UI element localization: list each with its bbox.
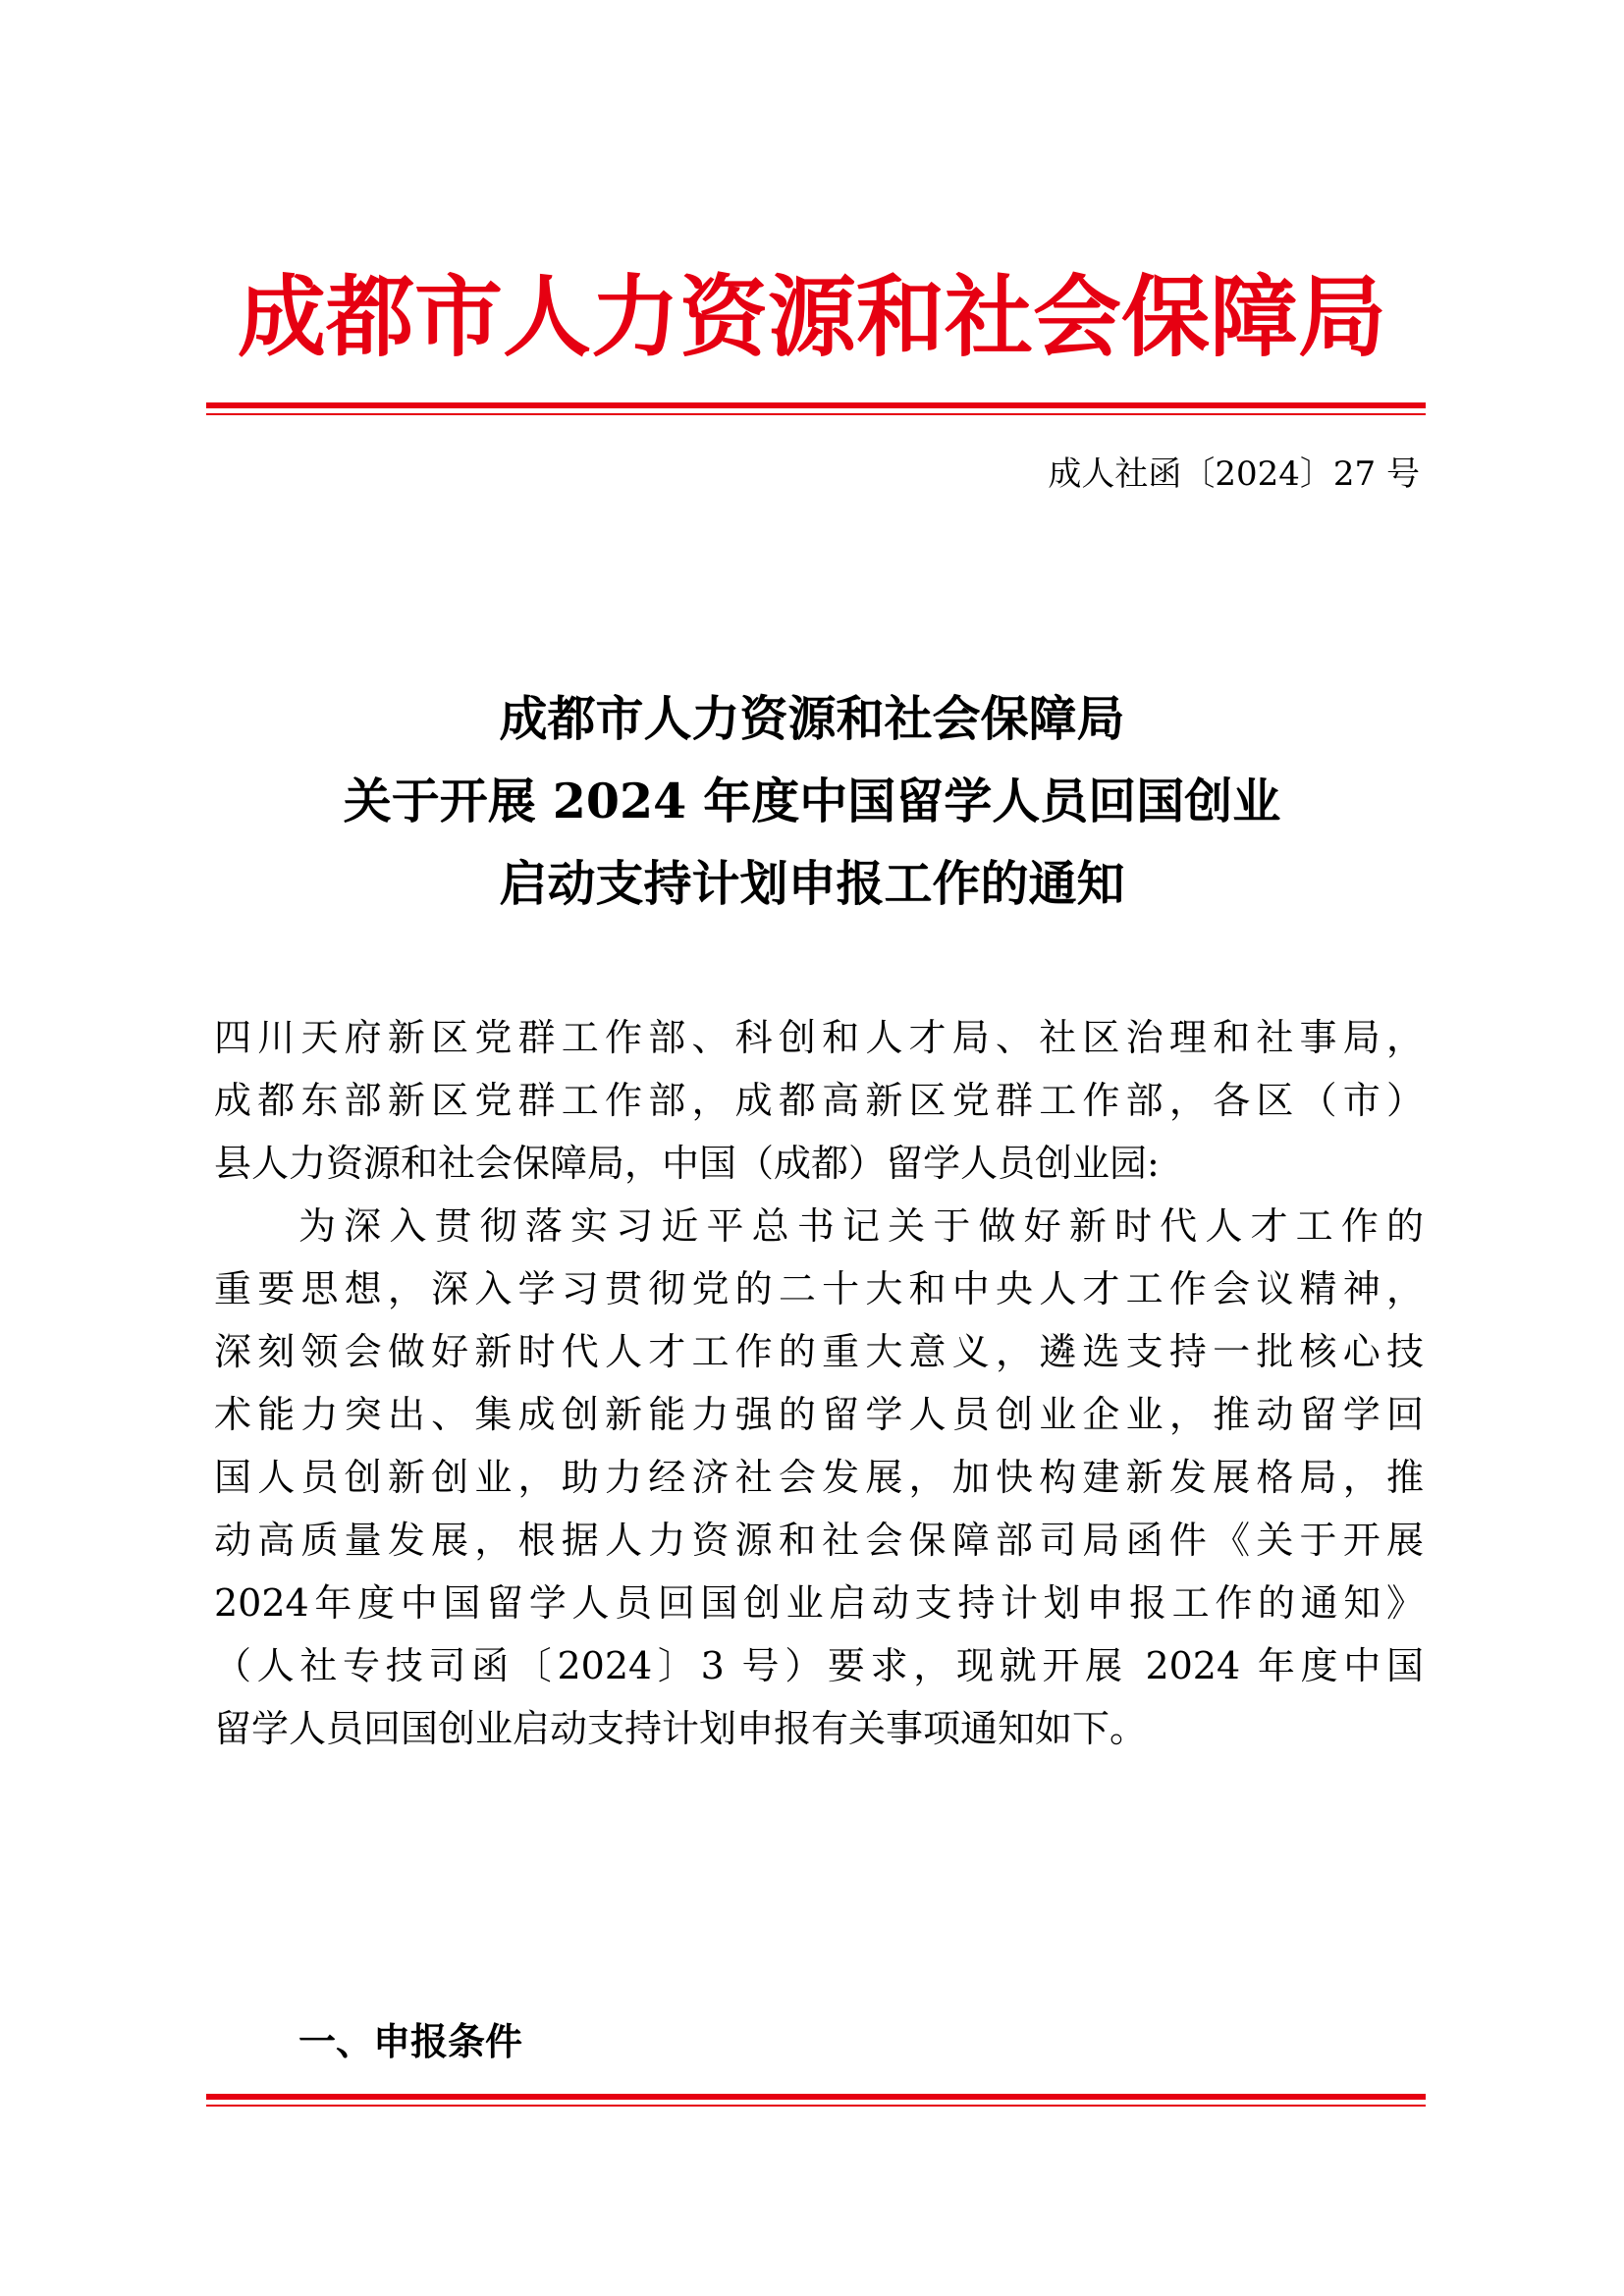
red-footer-rule [206,2094,1426,2107]
recipients-line: 成都东部新区党群工作部，成都高新区党群工作部，各区（市） [214,1079,1424,1122]
title-line: 关于开展 2024 年度中国留学人员回国创业 [343,773,1281,829]
title-line: 成都市人力资源和社会保障局 [499,690,1125,747]
recipients-line: 四川天府新区党群工作部、科创和人才局、社区治理和社事局， [214,1016,1424,1059]
paragraph-line: 2024年度中国留学人员回国创业启动支持计划申报工作的通知》 [214,1581,1424,1625]
paragraph-line: 动高质量发展，根据人力资源和社会保障部司局函件《关于开展 [214,1519,1424,1562]
document-number: 成人社函〔2024〕27 号 [1048,454,1420,494]
recipients-line: 县人力资源和社会保障局，中国（成都）留学人员创业园: [214,1142,1160,1185]
issuer-name: 成都市人力资源和社会保障局 [238,265,1386,369]
paragraph-line: 术能力突出、集成创新能力强的留学人员创业企业，推动留学回 [214,1393,1424,1436]
document-title [196,677,1428,925]
paragraph-line: 留学人员回国创业启动支持计划申报有关事项通知如下。 [214,1707,1148,1750]
document-body [214,1006,1424,1760]
paragraph-line: 国人员创新创业，助力经济社会发展，加快构建新发展格局，推 [214,1456,1424,1499]
red-header-rule [206,402,1426,415]
rule-thin-line [206,2105,1426,2107]
paragraph-line: 深刻领会做好新时代人才工作的重大意义，遴选支持一批核心技 [214,1330,1424,1373]
title-line: 启动支持计划申报工作的通知 [499,855,1125,912]
paragraph-line: 重要思想，深入学习贯彻党的二十大和中央人才工作会议精神， [214,1267,1424,1310]
section-heading: 一、申报条件 [298,2020,523,2063]
rule-thin-line [206,413,1426,415]
paragraph-line: （人社专技司函〔2024〕3 号）要求，现就开展 2024 年度中国 [214,1644,1424,1687]
paragraph-line: 为深入贯彻落实习近平总书记关于做好新时代人才工作的 [298,1204,1424,1248]
